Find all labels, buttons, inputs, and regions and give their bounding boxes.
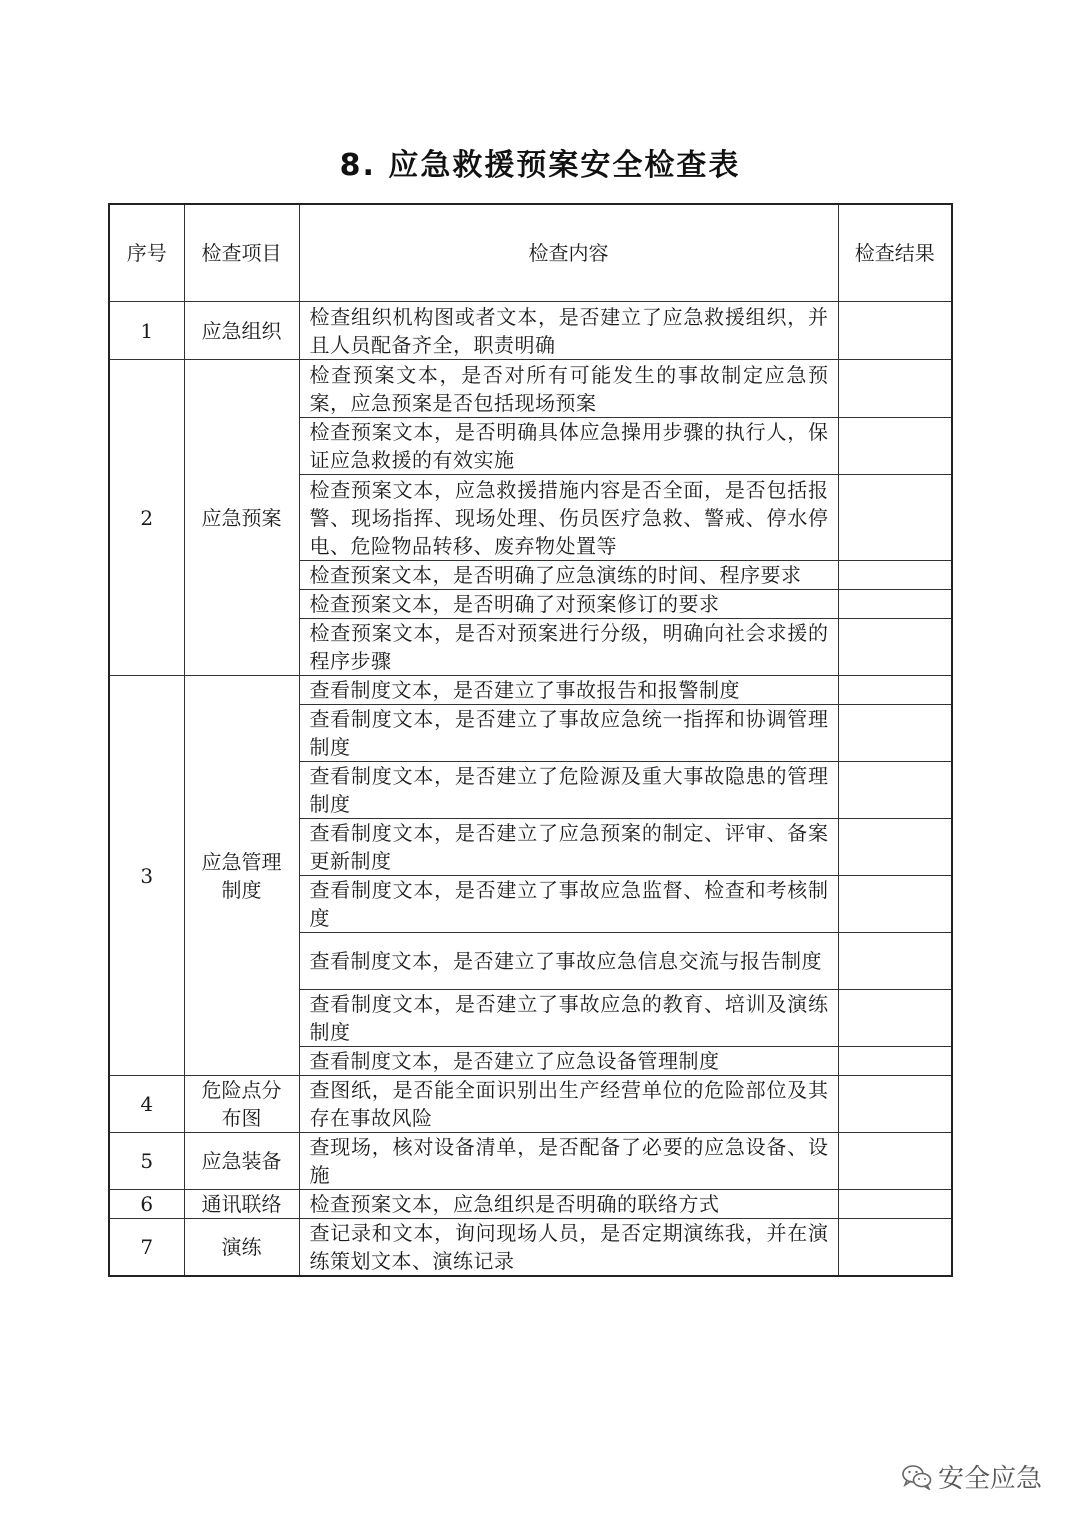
inspection-content: 检查组织机构图或者文本，是否建立了应急救援组织，并且人员配备齐全，职责明确 (299, 302, 838, 360)
inspection-content: 检查预案文本，是否明确了应急演练的时间、程序要求 (299, 561, 838, 590)
inspection-result-cell[interactable] (838, 1076, 952, 1133)
inspection-content: 查看制度文本，是否建立了危险源及重大事故隐患的管理制度 (299, 762, 838, 819)
inspection-content: 检查预案文本，应急组织是否明确的联络方式 (299, 1190, 838, 1219)
header-result: 检查结果 (838, 204, 952, 302)
wechat-icon (902, 1464, 932, 1490)
inspection-content: 检查预案文本，是否对所有可能发生的事故制定应急预案，应急预案是否包括现场预案 (299, 360, 838, 418)
inspection-result-cell[interactable] (838, 705, 952, 762)
table-row (109, 1190, 952, 1219)
row-number: 3 (109, 676, 184, 1076)
inspection-content: 查看制度文本，是否建立了应急预案的制定、评审、备案更新制度 (299, 819, 838, 876)
inspection-item: 应急组织 (184, 302, 299, 360)
watermark (902, 1458, 1042, 1495)
inspection-result-cell[interactable] (838, 360, 952, 418)
header-no: 序号 (109, 204, 184, 302)
header-item: 检查项目 (184, 204, 299, 302)
table-row (109, 1219, 952, 1277)
inspection-result-cell[interactable] (838, 302, 952, 360)
inspection-content: 查记录和文本，询问现场人员，是否定期演练我，并在演练策划文本、演练记录 (299, 1219, 838, 1277)
inspection-result-cell[interactable] (838, 876, 952, 933)
inspection-item: 演练 (184, 1219, 299, 1277)
inspection-result-cell[interactable] (838, 1047, 952, 1076)
inspection-result-cell[interactable] (838, 475, 952, 561)
inspection-result-cell[interactable] (838, 1190, 952, 1219)
inspection-content: 检查预案文本，是否明确了对预案修订的要求 (299, 590, 838, 619)
table-row (109, 1076, 952, 1133)
inspection-item: 应急装备 (184, 1133, 299, 1190)
inspection-content: 查看制度文本，是否建立了应急设备管理制度 (299, 1047, 838, 1076)
inspection-content: 查图纸，是否能全面识别出生产经营单位的危险部位及其存在事故风险 (299, 1076, 838, 1133)
inspection-content: 查现场，核对设备清单，是否配备了必要的应急设备、设施 (299, 1133, 838, 1190)
inspection-content: 检查预案文本，应急救援措施内容是否全面，是否包括报警、现场指挥、现场处理、伤员医疗急救、警戒、停水停电、危险物品转移、废弃物处置等 (299, 475, 838, 561)
row-number: 5 (109, 1133, 184, 1190)
row-number: 6 (109, 1190, 184, 1219)
inspection-result-cell[interactable] (838, 1219, 952, 1277)
inspection-content: 查看制度文本，是否建立了事故应急监督、检查和考核制度 (299, 876, 838, 933)
inspection-item: 应急管理制度 (184, 676, 299, 1076)
inspection-result-cell[interactable] (838, 933, 952, 990)
inspection-result-cell[interactable] (838, 819, 952, 876)
header-content: 检查内容 (299, 204, 838, 302)
inspection-item: 通讯联络 (184, 1190, 299, 1219)
inspection-content: 检查预案文本，是否对预案进行分级，明确向社会求援的程序步骤 (299, 619, 838, 676)
table-row (109, 302, 952, 360)
inspection-result-cell[interactable] (838, 990, 952, 1047)
inspection-result-cell[interactable] (838, 676, 952, 705)
watermark-text: 安全应急 (938, 1464, 1043, 1494)
inspection-content: 查看制度文本，是否建立了事故报告和报警制度 (299, 676, 838, 705)
row-number: 2 (109, 360, 184, 676)
inspection-result-cell[interactable] (838, 762, 952, 819)
inspection-item: 应急预案 (184, 360, 299, 676)
row-number: 4 (109, 1076, 184, 1133)
inspection-result-cell[interactable] (838, 619, 952, 676)
inspection-result-cell[interactable] (838, 418, 952, 475)
table-header-row (109, 204, 952, 302)
inspection-table (108, 203, 953, 1277)
table-row (109, 676, 952, 705)
table-row (109, 360, 952, 418)
inspection-result-cell[interactable] (838, 590, 952, 619)
inspection-result-cell[interactable] (838, 561, 952, 590)
inspection-content: 检查预案文本，是否明确具体应急操用步骤的执行人，保证应急救援的有效实施 (299, 418, 838, 475)
inspection-result-cell[interactable] (838, 1133, 952, 1190)
row-number: 1 (109, 302, 184, 360)
inspection-content: 查看制度文本，是否建立了事故应急的教育、培训及演练制度 (299, 990, 838, 1047)
inspection-content: 查看制度文本，是否建立了事故应急统一指挥和协调管理制度 (299, 705, 838, 762)
table-row (109, 1133, 952, 1190)
row-number: 7 (109, 1219, 184, 1277)
page-title: 8. 应急救援预案安全检查表 (339, 148, 741, 183)
inspection-content: 查看制度文本，是否建立了事故应急信息交流与报告制度 (299, 933, 838, 990)
inspection-item: 危险点分布图 (184, 1076, 299, 1133)
